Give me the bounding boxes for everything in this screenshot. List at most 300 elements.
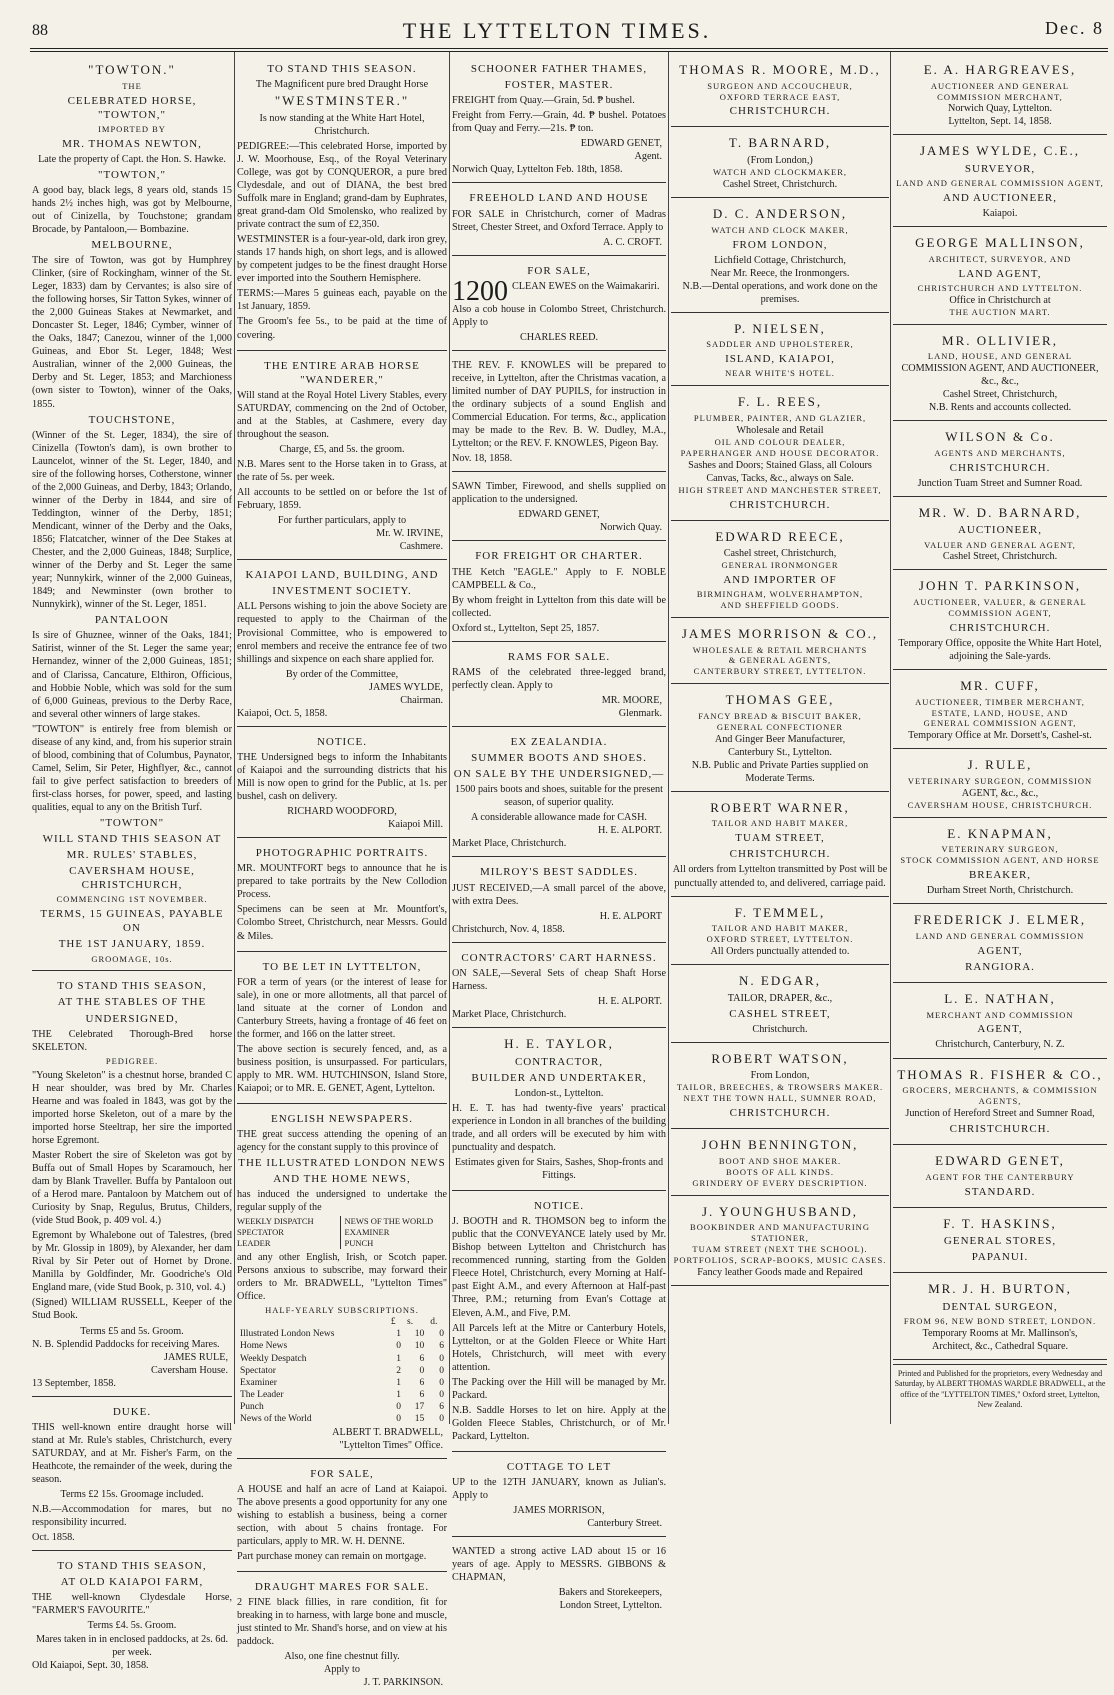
- business-name: GEORGE MALLINSON,: [915, 235, 1085, 251]
- ad-line: CHRISTCHURCH.: [729, 498, 831, 511]
- ad-title: DUKE.: [112, 1405, 152, 1418]
- ad-wd_barnard: [893, 501, 1107, 571]
- paper-item: PUNCH: [344, 1238, 374, 1249]
- business-name: J. RULE,: [967, 757, 1033, 773]
- ad-paragraph: PEDIGREE:—This celebrated Horse, imported by J. W. Moorhouse, Esq., of the Royal Veterinary College, was got by CONQUEROR, a pure bred Clydesdale, and out of DIANA, the best bred Suffolk mare in England; grand-dam by Euphrates, great grand-dam Old Smolensko, who realized by private contract the sum of £2,350.: [237, 140, 447, 231]
- ad-line: TUAM STREET (NEXT THE SCHOOL).: [692, 1243, 868, 1254]
- ad-paragraph: FOR SALE in Christchurch, corner of Madras Street, Chester Street, and Oxford Terrace. Apply to: [452, 208, 666, 233]
- ad-paragraph: By whom freight in Lyttelton from this date will be collected.: [452, 594, 666, 619]
- ad-paragraph: WANTED a strong active LAD about 15 or 16 years of age. Apply to MESSRS. GIBBONS & CHAPMAN,: [452, 1546, 666, 1584]
- ad-line: Market Place, Christchurch.: [452, 1008, 567, 1020]
- ad-paragraph: CLEAN EWES on the Waimakariri.: [512, 280, 660, 292]
- price-cell: 0: [439, 1329, 444, 1340]
- ad-title: NOTICE.: [316, 735, 368, 748]
- ad-title: COTTAGE TO LET: [506, 1461, 612, 1473]
- paper-name: Punch: [240, 1402, 264, 1413]
- ad-line: Terms £5 and 5s. Groom.: [80, 1325, 184, 1337]
- ad-line: UNDERSIGNED,: [85, 1012, 179, 1025]
- ad-paragraph: THE Celebrated Thorough-Bred horse SKELETON.: [32, 1028, 232, 1053]
- ad-line: CHRISTCHURCH.: [729, 105, 831, 118]
- table-row: [237, 1340, 447, 1352]
- ad-line: AUCTIONEER,: [957, 524, 1043, 537]
- ad-paragraph: WESTMINSTER is a four-year-old, dark iron grey, stands 17 hands high, on short legs, and is allowed by competent judges to be the finest draught Horse ever imported into the Southern Hemisphere.: [237, 234, 447, 285]
- ad-line: THE 1ST JANUARY, 1859.: [58, 938, 206, 951]
- ad-paragraph: THE well-known Clydesdale Horse, "FARMER'S FAVOURITE.": [32, 1592, 232, 1617]
- ad-date: Oct. 1858.: [32, 1532, 75, 1544]
- page-number: 88: [32, 22, 48, 39]
- ad-line: RANGIORA.: [965, 960, 1035, 973]
- ad-line: LAND AGENT,: [958, 267, 1042, 280]
- ad-line: "TOWTON": [99, 817, 165, 830]
- ad-paragraph: THE great success attending the opening of an agency for the constant supply to this province of: [237, 1129, 447, 1154]
- ad-line: AGENT,: [977, 944, 1023, 957]
- ad-elmer: [893, 908, 1107, 983]
- ad-line: All Orders punctually attended to.: [710, 945, 850, 957]
- column-5: [893, 58, 1107, 1426]
- ad-wanted: [452, 1541, 666, 1618]
- paper-item: WEEKLY DISPATCH: [237, 1216, 314, 1227]
- ad-line: CHRISTCHURCH.: [949, 1122, 1051, 1135]
- price-cell: 0: [439, 1377, 444, 1388]
- column-divider: [668, 52, 669, 1424]
- ad-to-let: [237, 956, 447, 1105]
- ad-paragraph: H. E. T. has had twenty-five years' practical experience in London in all branches of the building trade, and all orders will be executed by him with punctuality and despatch.: [452, 1102, 666, 1153]
- ad-cuff: [893, 674, 1107, 749]
- ad-paragraph: Also a cob house in Colombo Street, Christchurch. Apply to: [452, 303, 666, 328]
- ad-paragraph: ALL Persons wishing to join the above Society are requested to apply to the Chairman of the Provisional Committee, who is empowered to enrol members and receive the entrance fee of two shillings and sixpence on each share applied for.: [237, 601, 447, 665]
- ad-title: H. E. TAYLOR,: [504, 1036, 614, 1052]
- ad-line: Terms £2 15s. Groomage included.: [60, 1489, 204, 1501]
- price-cell: 1: [396, 1377, 401, 1388]
- ad-line: BOOTS OF ALL KINDS.: [726, 1166, 834, 1177]
- ad-date: Old Kaiapoi, Sept. 30, 1858.: [32, 1659, 149, 1671]
- ad-anderson: [671, 202, 889, 313]
- ad-line: Kaiapoi Mill.: [388, 819, 443, 831]
- masthead: [0, 0, 1114, 48]
- price-cell: 10: [414, 1329, 425, 1340]
- ad-title: DRAUGHT MARES FOR SALE.: [254, 1581, 430, 1594]
- business-name: EDWARD REECE,: [715, 528, 845, 544]
- ad-line: Cashmere.: [399, 541, 443, 553]
- ad-date: 13 September, 1858.: [32, 1377, 116, 1389]
- ad-line: PORTFOLIOS, SCRAP-BOOKS, MUSIC CASES.: [673, 1254, 887, 1265]
- ad-kaiapoi-society: [237, 564, 447, 727]
- ad-paragraph: Estimates given for Stairs, Sashes, Shop-fronts and Fittings.: [454, 1157, 664, 1182]
- ad-line: Also, one fine chestnut filly.: [284, 1651, 400, 1663]
- ad-line: NEXT THE TOWN HALL, SUMNER ROAD,: [683, 1093, 877, 1104]
- ad-line: Glenmark.: [618, 707, 662, 719]
- ad-photographic: [237, 842, 447, 951]
- ad-line: "Lyttelton Times" Office.: [339, 1439, 443, 1451]
- ad-line: Junction Tuam Street and Sumner Road.: [917, 477, 1083, 489]
- ad-line: LAND AND GENERAL COMMISSION: [915, 930, 1085, 941]
- ad-moore: [671, 58, 889, 127]
- ad-paragraph: "Young Skeleton" is a chestnut horse, branded C H near shoulder, was bred by Mr. Charles Hearne and was foaled in 1843, was got by the imported horse Skeleton, out of a mare by the imported horse Steeltrap, her sire the imported horse Egremont.: [32, 1069, 232, 1146]
- price-cell: 0: [396, 1402, 401, 1413]
- ad-paragraph: ON SALE BY THE UNDERSIGNED,—: [453, 768, 665, 781]
- ad-line: Kaiapoi.: [982, 208, 1018, 220]
- ad-line: AGENTS AND MERCHANTS,: [934, 447, 1066, 458]
- ad-line: Cashel Street, Christchurch.: [722, 179, 838, 190]
- ad-line: TAILOR, BREECHES, & TROWSERS MAKER.: [676, 1082, 884, 1093]
- ad-signature: MR. MOORE,: [601, 694, 662, 706]
- ad-line: Junction of Hereford Street and Sumner Road,: [905, 1107, 1095, 1119]
- ad-line: OIL AND COLOUR DEALER,: [714, 436, 846, 447]
- column-3: [452, 58, 666, 1612]
- ad-line: AGENT FOR THE CANTERBURY: [925, 1171, 1075, 1182]
- paper-item: EXAMINER: [344, 1227, 390, 1238]
- ad-ewes: [452, 260, 666, 351]
- paper-name: Illustrated London News: [240, 1329, 335, 1340]
- business-name: P. NIELSEN,: [734, 320, 826, 336]
- ad-bennington: [671, 1133, 889, 1195]
- ad-line: From London,: [750, 1070, 810, 1082]
- col-header: d.: [430, 1317, 438, 1328]
- ad-line: For further particulars, apply to: [277, 515, 407, 527]
- ad-title: MILROY'S BEST SADDLES.: [480, 866, 638, 879]
- ad-line: Durham Street North, Christchurch.: [926, 885, 1074, 897]
- business-name: E. A. HARGREAVES,: [923, 62, 1077, 77]
- ad-title: PHOTOGRAPHIC PORTRAITS.: [255, 847, 429, 860]
- ad-title: FOR SALE,: [527, 264, 591, 277]
- paper-name: Examiner: [240, 1377, 277, 1388]
- ad-signature: EDWARD GENET,: [580, 138, 662, 150]
- price-cell: 6: [419, 1353, 425, 1364]
- ad-westminster: [237, 58, 447, 351]
- subscription-heading: HALF-YEARLY SUBSCRIPTIONS.: [265, 1305, 419, 1316]
- newspaper-title: THE LYTTELTON TIMES.: [402, 18, 712, 43]
- price-cell: 6: [419, 1390, 425, 1401]
- ad-title: ENGLISH NEWSPAPERS.: [270, 1113, 414, 1126]
- ad-line: London Street, Lyttelton.: [559, 1600, 662, 1612]
- ad-signature: JAMES RULE,: [164, 1351, 228, 1363]
- table-row: [237, 1389, 447, 1401]
- ad-title: TO STAND THIS SEASON.: [267, 63, 417, 75]
- ad-line: AGENT,: [977, 1023, 1023, 1036]
- ad-towton: [32, 58, 232, 971]
- ad-title: CONTRACTORS' CART HARNESS.: [461, 951, 657, 964]
- ad-line: AGENT, &c., &c.,: [961, 787, 1039, 799]
- ad-paragraph: Master Robert the sire of Skeleton was got by Buffa out of Small Hopes by Scaramouch, her dam by Blank Traveller. Buffa by Pantaloon out of a Herod mare. Pantaloon by Matchem out of Curiosity by Snap, Regulus, Brutus, Childers, (vide Stud Book, p. 409 vol. 4.): [32, 1149, 232, 1227]
- ad-line: Office in Christchurch at: [949, 294, 1051, 306]
- ad-line: Cashel Street, Christchurch.: [942, 551, 1058, 563]
- ad-mallinson: [893, 231, 1107, 324]
- business-name: MR. OLLIVIER,: [942, 332, 1058, 348]
- business-name: T. BARNARD,: [728, 135, 832, 151]
- table-header: [237, 1316, 447, 1328]
- ad-saddles: [452, 861, 666, 942]
- column-2: [237, 58, 447, 1689]
- ad-paragraph: All Parcels left at the Mitre or Canterbury Hotels, Lyttelton, or at the Golden Fleece or White Hart Hotels, Christchurch, will meet with every attention.: [452, 1322, 666, 1373]
- ad-line: Terms £4. 5s. Groom.: [87, 1620, 177, 1632]
- ad-line: Late the property of Capt. the Hon. S. Hawke.: [38, 153, 226, 165]
- ad-line: Chairman.: [400, 694, 443, 706]
- ad-signature: (Signed) WILLIAM RUSSELL, Keeper of the Stud Book.: [32, 1297, 232, 1322]
- paper-name: News of the World: [240, 1414, 312, 1425]
- business-name: JOHN T. PARKINSON,: [918, 578, 1082, 594]
- ad-paragraph: N.B.—Accommodation for mares, but no responsibility incurred.: [32, 1504, 232, 1529]
- ad-line: SUMMER BOOTS AND SHOES.: [471, 752, 647, 765]
- ad-signature: Mr. W. IRVINE,: [376, 528, 443, 540]
- price-cell: 0: [439, 1353, 444, 1364]
- ad-paragraph: UP to the 12TH JANUARY, known as Julian's. Apply to: [452, 1477, 666, 1502]
- ad-line: Sashes and Doors; Stained Glass, all Colours Canvas, Tacks, &c., always on Sale.: [688, 459, 872, 484]
- ad-rees: [671, 390, 889, 520]
- ad-line: HIGH STREET AND MANCHESTER STREET,: [678, 484, 882, 495]
- table-row: [237, 1401, 447, 1413]
- ad-skeleton: [32, 975, 232, 1396]
- ad-duke: [32, 1401, 232, 1552]
- ad-line: AND THE HOME NEWS,: [273, 1173, 411, 1186]
- ad-paragraph: The above section is securely fenced, and, as a business position, is unsurpassed. For particulars, apply to MR. WM. HUTCHINSON, Island Store, Kaiapoi; or to MR. E. GENET, Agent, Lyttelton.: [237, 1043, 447, 1095]
- ad-paragraph: A HOUSE and half an acre of Land at Kaiapoi. The above presents a good opportunity for any one wishing to establish a business, being a corner section, with about 5 chains frontage. For particulars, apply to MR. W. H. DENNE.: [237, 1483, 447, 1547]
- business-name: L. E. NATHAN,: [944, 990, 1056, 1006]
- ad-line: MERCHANT AND COMMISSION: [926, 1009, 1074, 1020]
- ad-wanderer: [237, 355, 447, 561]
- ad-line: TAILOR, DRAPER, &c.,: [727, 992, 833, 1004]
- ad-title: KAIAPOI LAND, BUILDING, AND: [245, 569, 439, 582]
- ad-line: Norwich Quay.: [599, 522, 662, 534]
- masthead-rule-2: [30, 51, 1108, 52]
- ad-line: London-st., Lyttelton.: [514, 1087, 604, 1099]
- ad-line: GRINDERY OF EVERY DESCRIPTION.: [692, 1177, 868, 1188]
- business-name: JOHN BENNINGTON,: [701, 1137, 859, 1153]
- ad-signature: H. E. ALPORT.: [597, 995, 662, 1007]
- ad-fisher: [893, 1063, 1107, 1146]
- ad-conveyance-notice: [452, 1195, 666, 1452]
- ad-line: CANTERBURY STREET, LYTTELTON.: [693, 666, 867, 677]
- ad-line: NEAR WHITE'S HOTEL.: [725, 368, 835, 379]
- ad-paragraph: "TOWTON" is entirely free from blemish or disease of any kind, and, from his superior strain of blood, combining that of Columbus, Paynator, Camel, Selim, Sir Peter, Highflyer, &c., cannot fail to give perfect satisfaction to breeders of first-class horses, for power, speed, and lasting qualities, equal to any on the British Turf.: [32, 723, 232, 813]
- ad-line: Charge, £5, and 5s. the groom.: [279, 443, 405, 455]
- ad-date: Kaiapoi, Oct. 5, 1858.: [237, 707, 328, 719]
- table-row: [237, 1377, 447, 1389]
- ad-line: Near Mr. Reece, the Ironmongers.: [710, 267, 850, 279]
- ad-hargreaves: [893, 58, 1107, 135]
- ad-freight: [452, 545, 666, 641]
- ad-line: FROM LONDON,: [732, 238, 828, 251]
- ad-paragraph: Is sire of Ghuznee, winner of the Oaks, 1841; Satirist, winner of the St. Leger the same year; Hernandez, winner of the 2,000 Guineas, 1851; and of Clarissa, Cancature, Elthiron, Officious, and Hobbie Noble, which was sold for the sum of 6,000 Guineas, previous to the Derby Race, and several other winners of large stakes.: [32, 630, 232, 720]
- ad-line: VETERINARY SURGEON, COMMISSION: [907, 775, 1093, 786]
- ad-line: OXFORD STREET, LYTTELTON.: [706, 934, 854, 945]
- ad-line: COMMISSION MERCHANT,: [937, 91, 1063, 102]
- ad-line: PAPANUI.: [971, 1251, 1029, 1264]
- ad-title: EX ZEALANDIA.: [510, 736, 608, 749]
- ad-title: TO STAND THIS SEASON,: [57, 980, 207, 993]
- column-divider: [449, 52, 450, 1424]
- ad-paragraph: Will stand at the Royal Hotel Livery Stables, every SATURDAY, commencing on the 2nd of October, and at the Stables, at Cashmere, every day throughout the season.: [237, 389, 447, 440]
- ad-subheading: PANTALOON: [94, 614, 170, 627]
- ad-wilson: [893, 425, 1107, 497]
- ad-line: CAVERSHAM HOUSE, CHRISTCHURCH.: [907, 799, 1093, 810]
- ad-nathan: [893, 987, 1107, 1059]
- ad-line: The Magnificent pure bred Draught Horse: [255, 79, 429, 91]
- ad-paragraph: FREIGHT from Quay.—Grain, 5d. ₱ bushel.: [452, 95, 635, 107]
- ad-line: WATCH AND CLOCK MAKER,: [711, 224, 849, 235]
- business-name: MR. J. H. BURTON,: [928, 1281, 1072, 1297]
- ad-title: THE ENTIRE ARAB HORSE "WANDERER,": [264, 359, 420, 386]
- business-name: THOMAS R. FISHER & CO.,: [897, 1066, 1103, 1082]
- table-row: [237, 1328, 447, 1340]
- ad-line: IMPORTED BY: [98, 123, 166, 134]
- masthead-rule: [30, 48, 1108, 49]
- table-row: [237, 1413, 447, 1425]
- ad-line: TAILOR AND HABIT MAKER,: [711, 923, 849, 934]
- paper-list-right: [340, 1216, 448, 1249]
- ad-signature: CHARLES REED.: [519, 331, 599, 343]
- price-cell: 10: [414, 1341, 425, 1352]
- ad-line: CASHEL STREET,: [729, 1007, 831, 1020]
- business-name: MR. W. D. BARNARD,: [918, 504, 1082, 520]
- ad-paragraph: The sire of Towton, was got by Humphrey Clinker, (sire of Rockingham, winner of the St. Leger, 1833) dam by Cervantes; is also sire of the following horses, Sir Tatton Sykes, winner of the 2,000 Guineas Stakes at Newmarket, and Doncaster St. Leger, 1846; Cymber, winner of the Oaks, 1847; Canezou, winner of the 1,000 Guineas, and Ebor St. Leger, 1848; West Australian, winner of the 2,000 Guineas, the Derby and St. Leger, 1853; and Marchioness (own sister to Towton), winner of the Oaks, 1855.: [32, 255, 232, 410]
- ad-line: "TOWTON,": [98, 168, 166, 181]
- issue-date: Dec. 8: [1045, 18, 1104, 38]
- ad-line: PAPERHANGER AND HOUSE DECORATOR.: [680, 447, 880, 458]
- ad-paragraph: MR. MOUNTFORT begs to announce that he is prepared to take portraits by the New Collodion Process.: [237, 863, 447, 901]
- ad-line: N.B.—Dental operations, and work done on the premises.: [682, 280, 878, 305]
- ad-rule: [893, 753, 1107, 817]
- ad-line: GROOMAGE, 10s.: [91, 953, 173, 964]
- ad-line: CELEBRATED HORSE, "TOWTON,": [67, 94, 197, 121]
- ad-line: Architect, &c., Cathedral Square.: [931, 1341, 1069, 1353]
- ad-watson: [671, 1047, 889, 1130]
- ad-line: STOCK COMMISSION AGENT, AND HORSE: [900, 855, 1100, 866]
- ad-cart-harness: [452, 947, 666, 1028]
- ad-line: BOOT AND SHOE MAKER.: [718, 1155, 842, 1166]
- business-name: ROBERT WARNER,: [710, 799, 850, 815]
- ad-paragraph: 1500 pairs boots and shoes, suitable for the present season, of superior quality.: [455, 784, 663, 809]
- ad-line: N.B. Rents and accounts collected.: [928, 402, 1072, 414]
- ad-line: Canterbury St., Lyttelton.: [728, 746, 832, 758]
- paper-list-left: [237, 1216, 340, 1249]
- ad-line: VALUER AND GENERAL AGENT,: [924, 539, 1076, 550]
- ad-line: GENERAL IRONMONGER: [721, 560, 839, 571]
- business-name: THOMAS R. MOORE, M.D.,: [679, 62, 881, 77]
- ad-signature: JAMES WYLDE,: [369, 681, 443, 693]
- ad-line: CHRISTCHURCH AND LYTTELTON.: [917, 282, 1083, 293]
- ad-paragraph: 2 FINE black fillies, in rare condition, fit for breaking in to harness, with large bone and muscle, just stinted to Mr. Shand's horse, and on view at his paddock.: [237, 1597, 447, 1648]
- table-row: [237, 1365, 447, 1377]
- ad-ollivier: [893, 329, 1107, 422]
- ad-line: COMMISSION AGENT,: [948, 607, 1052, 618]
- ad-line: BREAKER,: [968, 869, 1032, 882]
- ad-wylde: [893, 139, 1107, 227]
- ad-paragraph: THIS well-known entire draught horse will stand at Mr. Rule's stables, Christchurch, every SATURDAY, and at Mr. Fisher's Farm, on the Heathcote, the remainder of the week, during the season.: [32, 1421, 232, 1485]
- ad-newspapers: [237, 1108, 447, 1459]
- ad-paragraph: J. BOOTH and R. THOMSON beg to inform the public that the CONVEYANCE lately used by Mr. Bishop between Lyttelton and Christchurch has recommenced running, starting from the Golden Fleece Hotel, Christchurch, every Morning at Half-past Eight A.M., and every Afternoon at Half-past Three, P.M.; returning from Evan's Cottage at Eleven, A.M., and Five, P.M.: [452, 1216, 666, 1319]
- ad-line: ESTATE, LAND, HOUSE, AND: [931, 707, 1069, 718]
- ad-line: Market Place, Christchurch.: [452, 838, 567, 850]
- ad-subheading: TOUCHSTONE,: [88, 413, 176, 426]
- printer-imprint: Printed and Published for the proprietors, every Wednesday and Saturday, by ALBERT THOMAS WARDLE BRADWELL, at the office of the "LYTTELTON TIMES," Oxford street, Lyttelton, New Zealand.: [893, 1364, 1107, 1410]
- ad-house-sale: [237, 1463, 447, 1572]
- ad-line: ARCHITECT, SURVEYOR, AND: [928, 253, 1072, 264]
- ad-date: Norwich Quay, Lyttelton Feb. 18th, 1858.: [452, 164, 623, 176]
- ad-line: Cashel Street, Christchurch,: [942, 389, 1058, 401]
- ad-younghusband: [671, 1200, 889, 1286]
- ad-line: FROM 96, NEW BOND STREET, LONDON.: [903, 1316, 1097, 1327]
- ad-parkinson: [893, 574, 1107, 670]
- ad-line: A considerable allowance made for CASH.: [471, 812, 647, 824]
- ad-line: AT THE STABLES OF THE: [57, 996, 207, 1009]
- ad-line: Temporary Office at Mr. Dorsett's, Cashel-st.: [908, 730, 1092, 742]
- ad-line: TUAM STREET,: [735, 832, 825, 845]
- business-name: F. L. REES,: [737, 394, 823, 410]
- business-name: F. TEMMEL,: [734, 904, 826, 920]
- ad-paragraph: SAWN Timber, Firewood, and shells supplied on application to the undersigned.: [452, 481, 666, 506]
- ad-line: Is now standing at the White Hart Hotel, Christchurch.: [259, 112, 425, 137]
- ad-date: Nov. 18, 1858.: [452, 453, 513, 465]
- ad-line: Temporary Office, opposite the White Hart Hotel, adjoining the Sale-yards.: [898, 637, 1102, 662]
- ad-rams: [452, 646, 666, 727]
- column-divider: [890, 52, 891, 1424]
- ad-line: & GENERAL AGENTS,: [728, 655, 832, 666]
- price-cell: 0: [439, 1390, 444, 1401]
- ad-line: SURGEON AND ACCOUCHEUR,: [707, 80, 853, 91]
- ad-line: Christchurch, Canterbury, N. Z.: [935, 1039, 1065, 1051]
- ad-line: CHRISTCHURCH.: [949, 621, 1051, 634]
- ad-knowles: [452, 355, 666, 472]
- business-name: F. T. HASKINS,: [943, 1215, 1057, 1231]
- ad-line: VETERINARY SURGEON,: [941, 844, 1059, 855]
- ad-line: BIRMINGHAM, WOLVERHAMPTON,: [696, 589, 864, 600]
- ad-line: Bakers and Storekeepers,: [558, 1587, 662, 1599]
- ad-line: CHRISTCHURCH.: [729, 1107, 831, 1120]
- ad-paragraph: Freight from Ferry.—Grain, 4d. ₱ bushel. Potatoes from Quay and Ferry.—21s. ₱ ton.: [452, 110, 666, 135]
- ad-line: AUCTIONEER AND GENERAL: [930, 80, 1070, 91]
- ad-line: FOSTER, MASTER.: [504, 79, 614, 92]
- ad-paragraph: N.B. Saddle Horses to let on hire. Apply at the Golden Fleece Stables, Christchurch, or of Mr. Packard, Lyttelton.: [452, 1404, 666, 1442]
- ad-line: AUCTIONEER, VALUER, & GENERAL: [913, 597, 1087, 608]
- ad-mill-notice: [237, 731, 447, 838]
- ad-line: AT OLD KAIAPOI FARM,: [60, 1576, 204, 1589]
- ad-barnard: [671, 131, 889, 198]
- ad-line: GENERAL STORES,: [943, 1235, 1057, 1248]
- ad-line: THE ILLUSTRATED LONDON NEWS: [238, 1157, 446, 1170]
- ad-burton: [893, 1277, 1107, 1360]
- ad-line: COMMENCING 1ST NOVEMBER.: [56, 894, 208, 905]
- ad-line: Fancy leather Goods made and Repaired: [697, 1266, 863, 1278]
- ad-line: LAND AND GENERAL COMMISSION AGENT,: [896, 178, 1104, 189]
- ad-line: Lyttelton, Sept. 14, 1858.: [948, 116, 1052, 128]
- ad-line: TERMS, 15 GUINEAS, PAYABLE ON: [40, 908, 224, 935]
- ad-signature: EDWARD GENET,: [518, 509, 600, 521]
- ad-haskins: [893, 1212, 1107, 1274]
- ad-signature: ALBERT T. BRADWELL,: [332, 1426, 443, 1438]
- ad-taylor: [452, 1032, 666, 1191]
- ad-line: (From London,): [747, 155, 813, 167]
- ad-paragraph: Egremont by Whalebone out of Talestres, (bred by Mr. Glossip in 1809), by Alexander, her dam Rival by Sir Peter out of Hornet by Drone. Manilla by Goldfinder, Mr. Goodriche's Old England mare, (vide Stud Book, p. 310, vol. 4.): [32, 1230, 232, 1294]
- ad-line: And Ginger Beer Manufacturer,: [714, 733, 846, 745]
- ad-line: STANDARD.: [964, 1185, 1036, 1198]
- ad-line: By order of the Committee,: [285, 668, 399, 680]
- business-name: EDWARD GENET,: [935, 1153, 1065, 1169]
- ad-line: AND SHEFFIELD GOODS.: [720, 600, 840, 611]
- ad-line: GROCERS, MERCHANTS, & COMMISSION AGENTS,: [902, 1085, 1098, 1107]
- column-divider: [234, 52, 235, 1424]
- ad-paragraph: All accounts to be settled on or before the 1st of February, 1859.: [237, 487, 447, 512]
- paper-item: NEWS OF THE WORLD: [344, 1216, 434, 1227]
- ad-nielsen: [671, 317, 889, 386]
- ewe-count: 1200: [452, 275, 508, 307]
- ad-title: FREEHOLD LAND AND HOUSE: [469, 192, 649, 205]
- price-cell: 1: [396, 1329, 401, 1340]
- ad-signature: H. E. ALPORT.: [597, 825, 662, 837]
- price-cell: 15: [414, 1414, 425, 1425]
- ad-line: AND IMPORTER OF: [723, 574, 837, 587]
- ad-paragraph: N.B. Mares sent to the Horse taken in to Grass, at the rate of 5s. per week.: [237, 458, 447, 483]
- ad-line: OXFORD TERRACE EAST,: [719, 91, 841, 102]
